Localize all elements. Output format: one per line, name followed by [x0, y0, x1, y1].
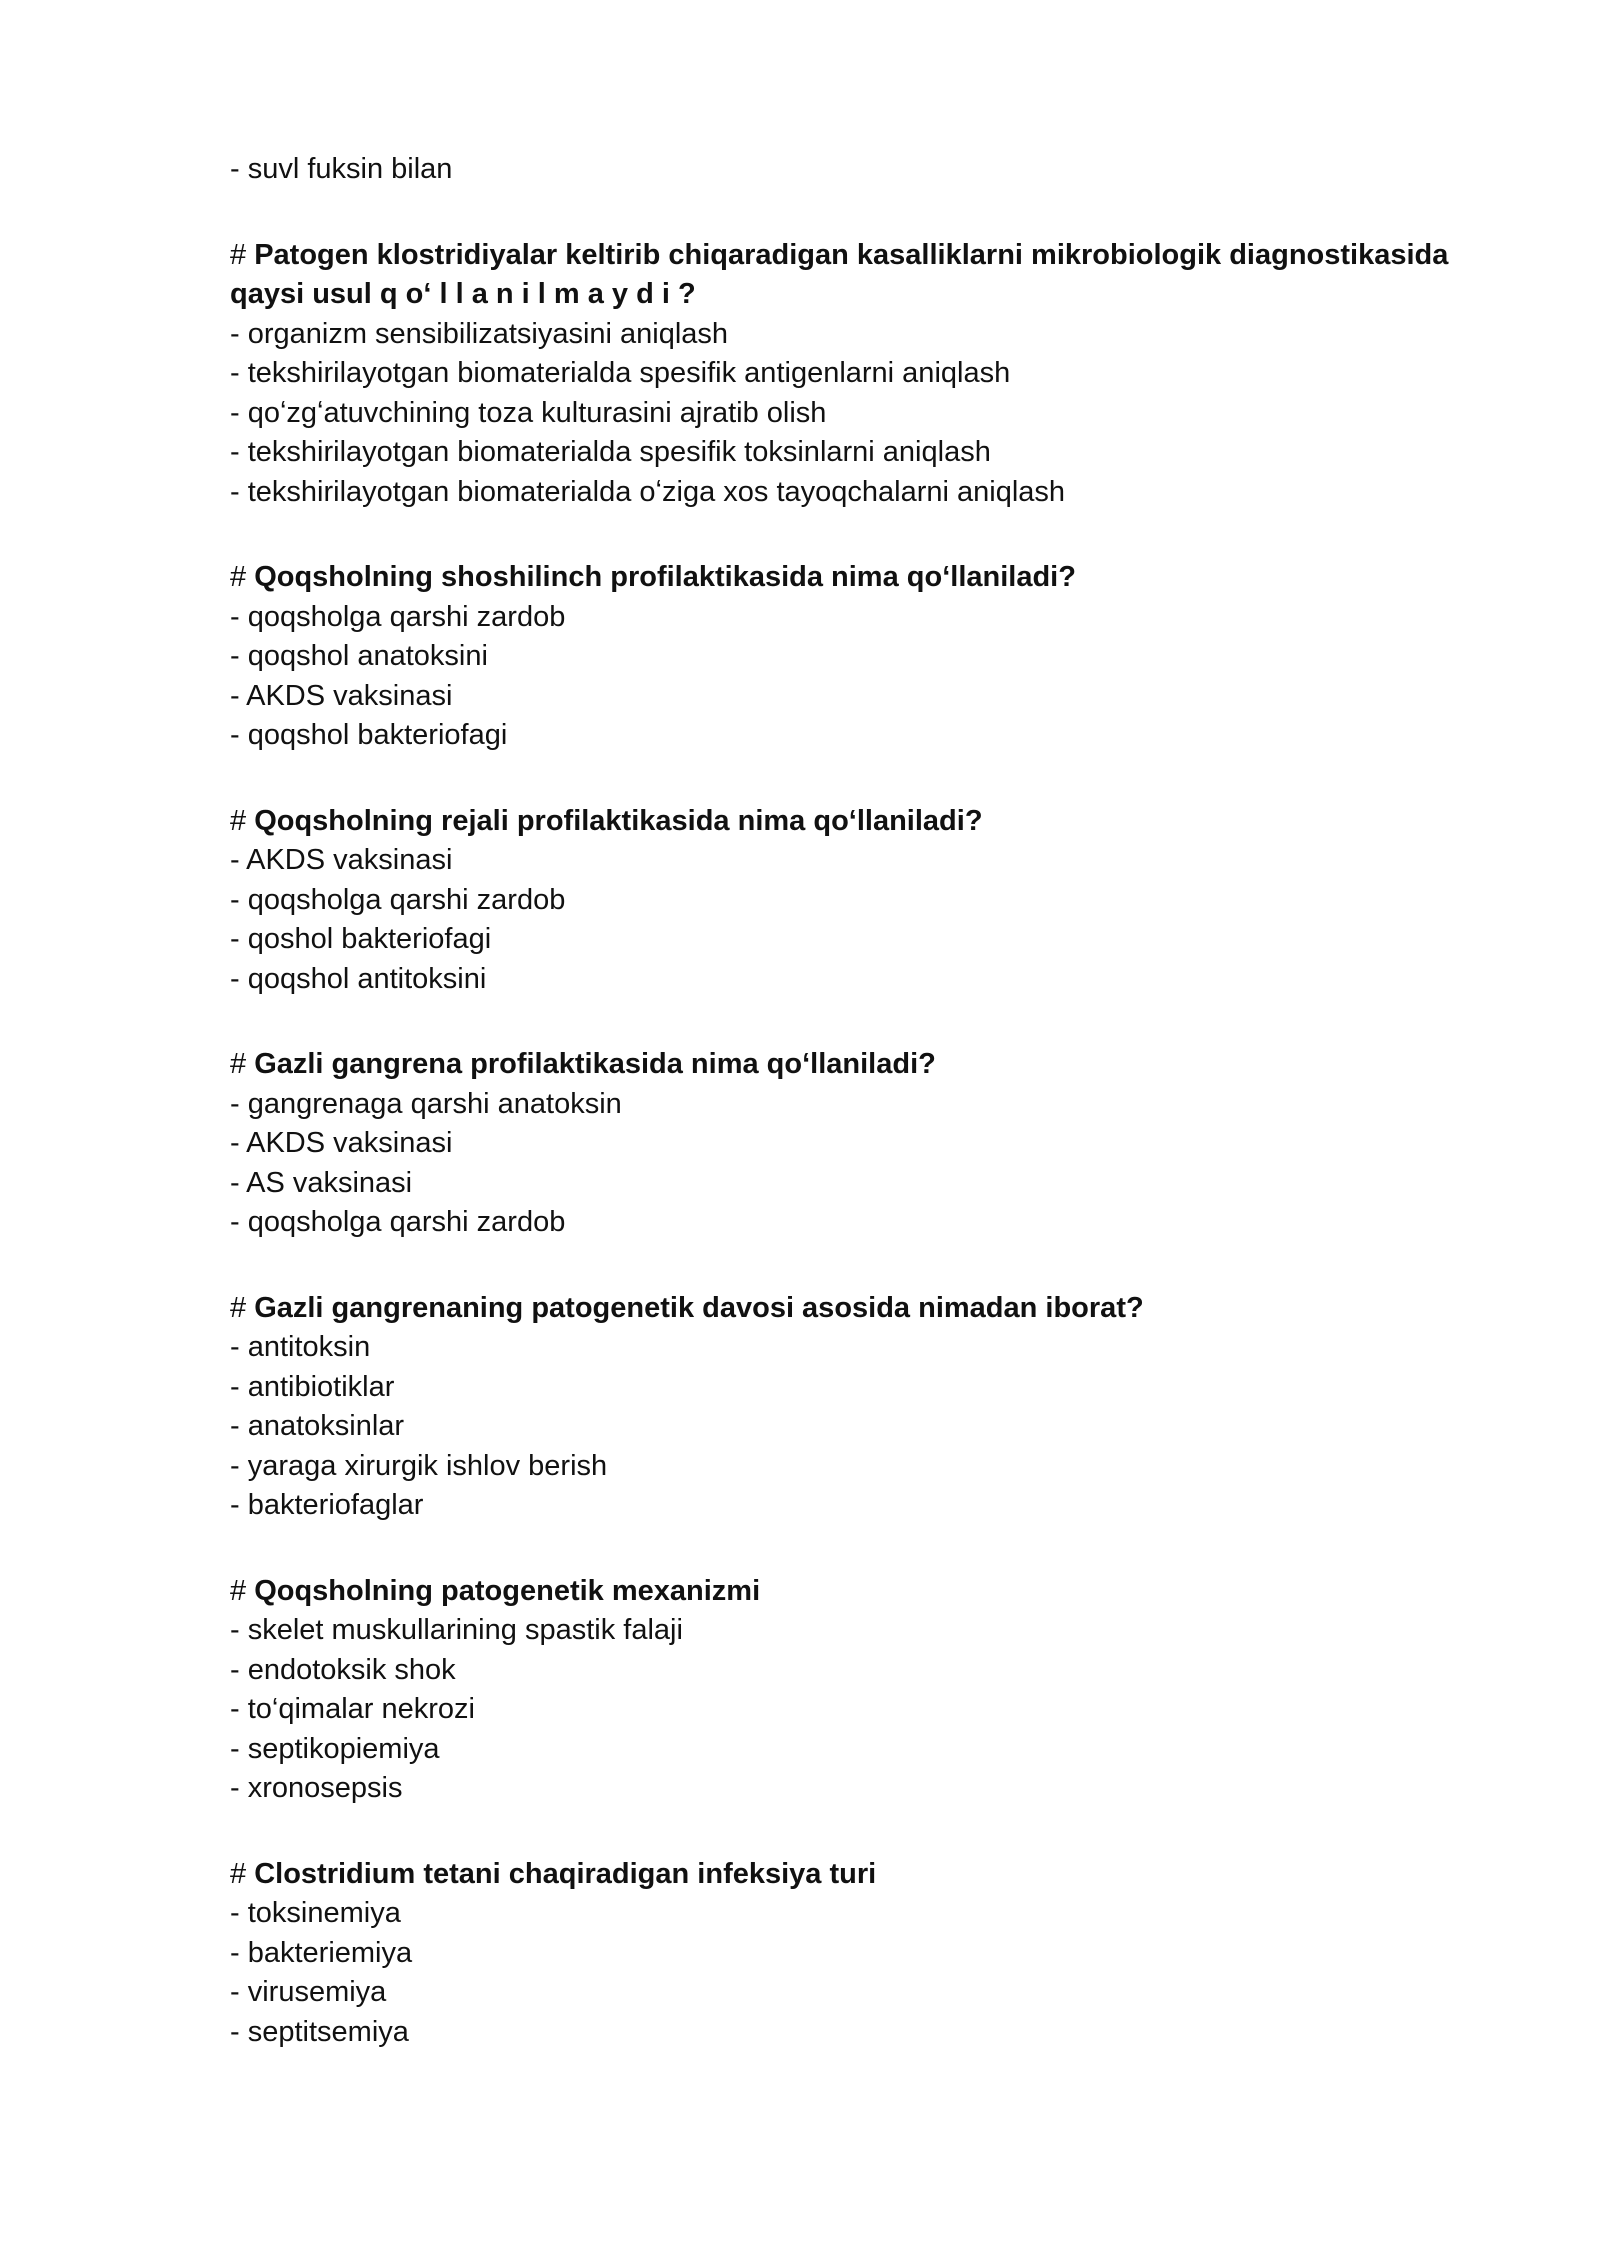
answer-option: - organizm sensibilizatsiyasini aniqlash: [230, 317, 729, 350]
answer-option: - qoqsholga qarshi zardob: [230, 600, 566, 633]
answer-option: - qoqshol anatoksini: [230, 640, 488, 672]
question-list: [230, 236, 1520, 2053]
answer-option: - virusemiya: [230, 1976, 387, 2008]
answer-option: - qoqshol antitoksini: [230, 962, 487, 995]
answer-option: - endotoksik shok: [230, 1653, 456, 1686]
question-text: Gazli gangrena profilaktikasida nima qo‘llaniladi?: [254, 1048, 936, 1080]
question-block: [230, 1572, 1520, 1809]
answer-option: - AKDS vaksinasi: [230, 1127, 453, 1159]
answer-option: - toksinemiya: [230, 1897, 401, 1929]
question-heading: [230, 1855, 1520, 1895]
question-text: Qoqsholning shoshilinch profilaktikasida nima qo‘llaniladi?: [254, 561, 1076, 593]
answer-option: - bakteriofaglar: [230, 1489, 424, 1521]
answer-option: - AKDS vaksinasi: [230, 844, 453, 876]
answer-option: - to‘qimalar nekrozi: [230, 1693, 475, 1725]
question-block: [230, 1045, 1520, 1243]
answer-option: - anatoksinlar: [230, 1410, 405, 1442]
question-heading: [230, 1572, 1520, 1612]
answer-option: - qoʻzgʻatuvchining toza kulturasini ajratib olish: [230, 396, 827, 429]
answer-option: - xronosepsis: [230, 1772, 403, 1804]
document-page: [230, 150, 1520, 2052]
answer-option: - qoshol bakteriofagi: [230, 923, 492, 955]
question-block: [230, 558, 1520, 756]
answer-option: - suvl fuksin bilan: [230, 153, 453, 185]
question-block: [230, 1855, 1520, 2053]
answer-option: - bakteriemiya: [230, 1936, 413, 1969]
question-text: Patogen klostridiyalar keltirib chiqaradigan kasalliklarni mikrobiologik diagnostikasida qaysi usul q o‘ l l a n i l m a y d i ?: [230, 238, 1449, 310]
question-block: [230, 802, 1520, 1000]
question-marker: #: [230, 1048, 255, 1080]
question-block: [230, 236, 1520, 513]
question-block: [230, 1289, 1520, 1526]
answer-option: - tekshirilayotgan biomaterialda spesifik antigenlarni aniqlash: [230, 357, 1011, 389]
answer-option: - tekshirilayotgan biomaterialda oʻziga xos tayoqchalarni aniqlash: [230, 475, 1066, 508]
answer-option: - septikopiemiya: [230, 1732, 440, 1765]
answer-option: - qoqsholga qarshi zardob: [230, 1206, 566, 1238]
answer-option: - AKDS vaksinasi: [230, 679, 453, 712]
question-heading: [230, 1289, 1520, 1329]
question-text: Clostridium tetani chaqiradigan infeksiya turi: [254, 1857, 877, 1890]
question-marker: #: [230, 804, 255, 837]
answer-option: - skelet muskullarining spastik falaji: [230, 1614, 683, 1646]
answer-option: - antitoksin: [230, 1331, 371, 1363]
question-marker: #: [230, 561, 255, 593]
answer-option: - qoqsholga qarshi zardob: [230, 883, 566, 916]
question-marker: #: [230, 1857, 255, 1890]
question-marker: #: [230, 1291, 255, 1324]
answer-option: - antibiotiklar: [230, 1370, 395, 1403]
answer-option: - qoqshol bakteriofagi: [230, 719, 508, 751]
answer-option: - yaraga xirurgik ishlov berish: [230, 1449, 608, 1482]
question-marker: #: [230, 1574, 255, 1607]
answer-option: - tekshirilayotgan biomaterialda spesifik toksinlarni aniqlash: [230, 436, 991, 468]
question-text: Qoqsholning patogenetik mexanizmi: [254, 1574, 761, 1607]
question-text: Qoqsholning rejali profilaktikasida nima qo‘llaniladi?: [254, 804, 983, 837]
question-heading: [230, 1045, 1520, 1085]
question-text: Gazli gangrenaning patogenetik davosi asosida nimadan iborat?: [254, 1291, 1144, 1324]
question-heading: [230, 558, 1520, 598]
question-heading: [230, 802, 1520, 842]
question-heading: [230, 236, 1520, 315]
answer-option: - septitsemiya: [230, 2015, 409, 2048]
answer-option: - gangrenaga qarshi anatoksin: [230, 1087, 622, 1120]
question-marker: #: [230, 238, 255, 271]
answer-option: - AS vaksinasi: [230, 1166, 413, 1199]
